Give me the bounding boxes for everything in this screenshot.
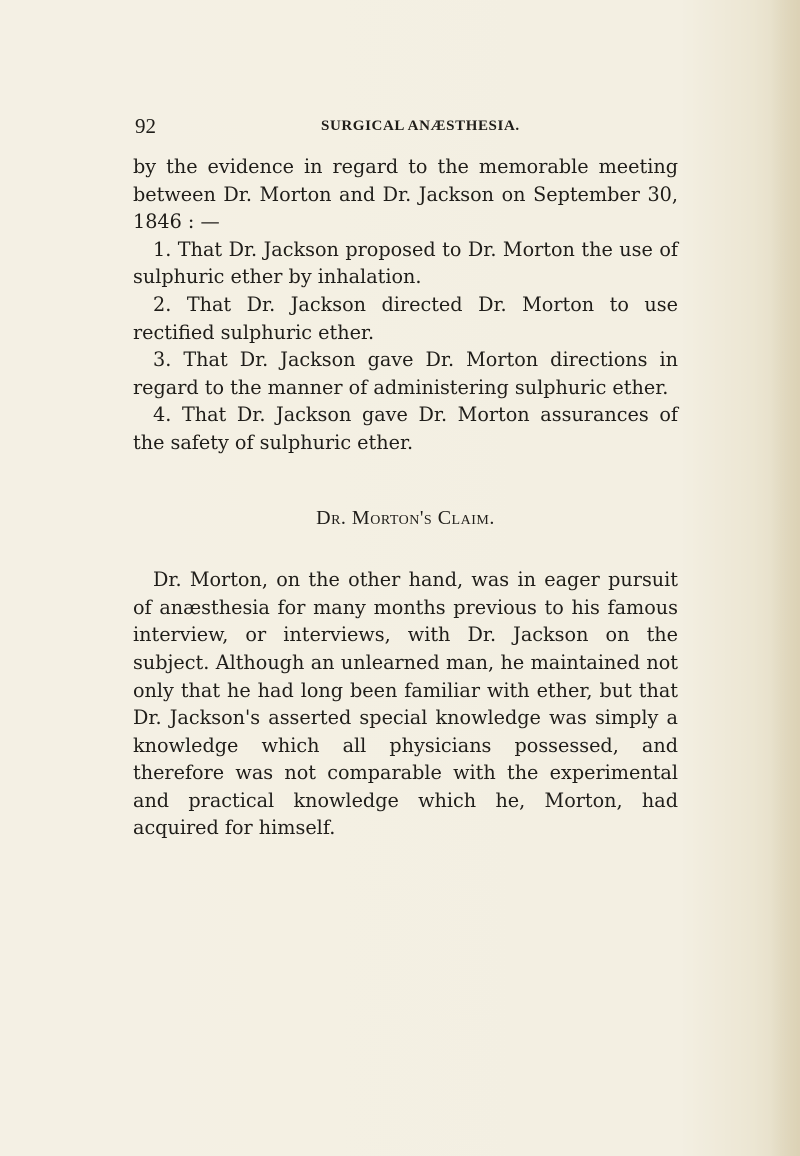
page-number: 92 — [135, 114, 156, 138]
running-head: SURGICAL ANÆSTHESIA. — [321, 118, 520, 134]
page-edge-shadow — [770, 0, 800, 1156]
section-heading: Dr. Morton's Claim. — [316, 506, 495, 529]
numbered-item-1: 1. That Dr. Jackson proposed to Dr. Morton the use of sulphuric ether by inhalation. — [133, 237, 678, 289]
page-header — [135, 114, 675, 144]
page-body — [133, 153, 678, 842]
intro-paragraph: by the evidence in regard to the memorable meeting between Dr. Morton and Dr. Jackson on September 30, 1846 : — — [133, 155, 678, 234]
numbered-item-4: 4. That Dr. Jackson gave Dr. Morton assurances of the safety of sulphuric ether. — [133, 403, 678, 454]
numbered-item-3: 3. That Dr. Jackson gave Dr. Morton directions in regard to the manner of administering sulphuric ether. — [133, 348, 678, 399]
numbered-item-2: 2. That Dr. Jackson directed Dr. Morton to use rectified sulphuric ether. — [133, 292, 678, 344]
section-paragraph: Dr. Morton, on the other hand, was in eager pursuit of anæsthesia for many months previous to his famous interview, or interviews, with Dr. Jackson on the subject. Although an unlearned man, he maintained not only that he had long been familiar with ether, but that Dr. Jackson's asserted special knowledge was simply a knowledge which all physicians possessed, and therefore was not comparable with the experimental and practical knowledge which he, Morton, had acquired for himself. — [133, 568, 678, 840]
